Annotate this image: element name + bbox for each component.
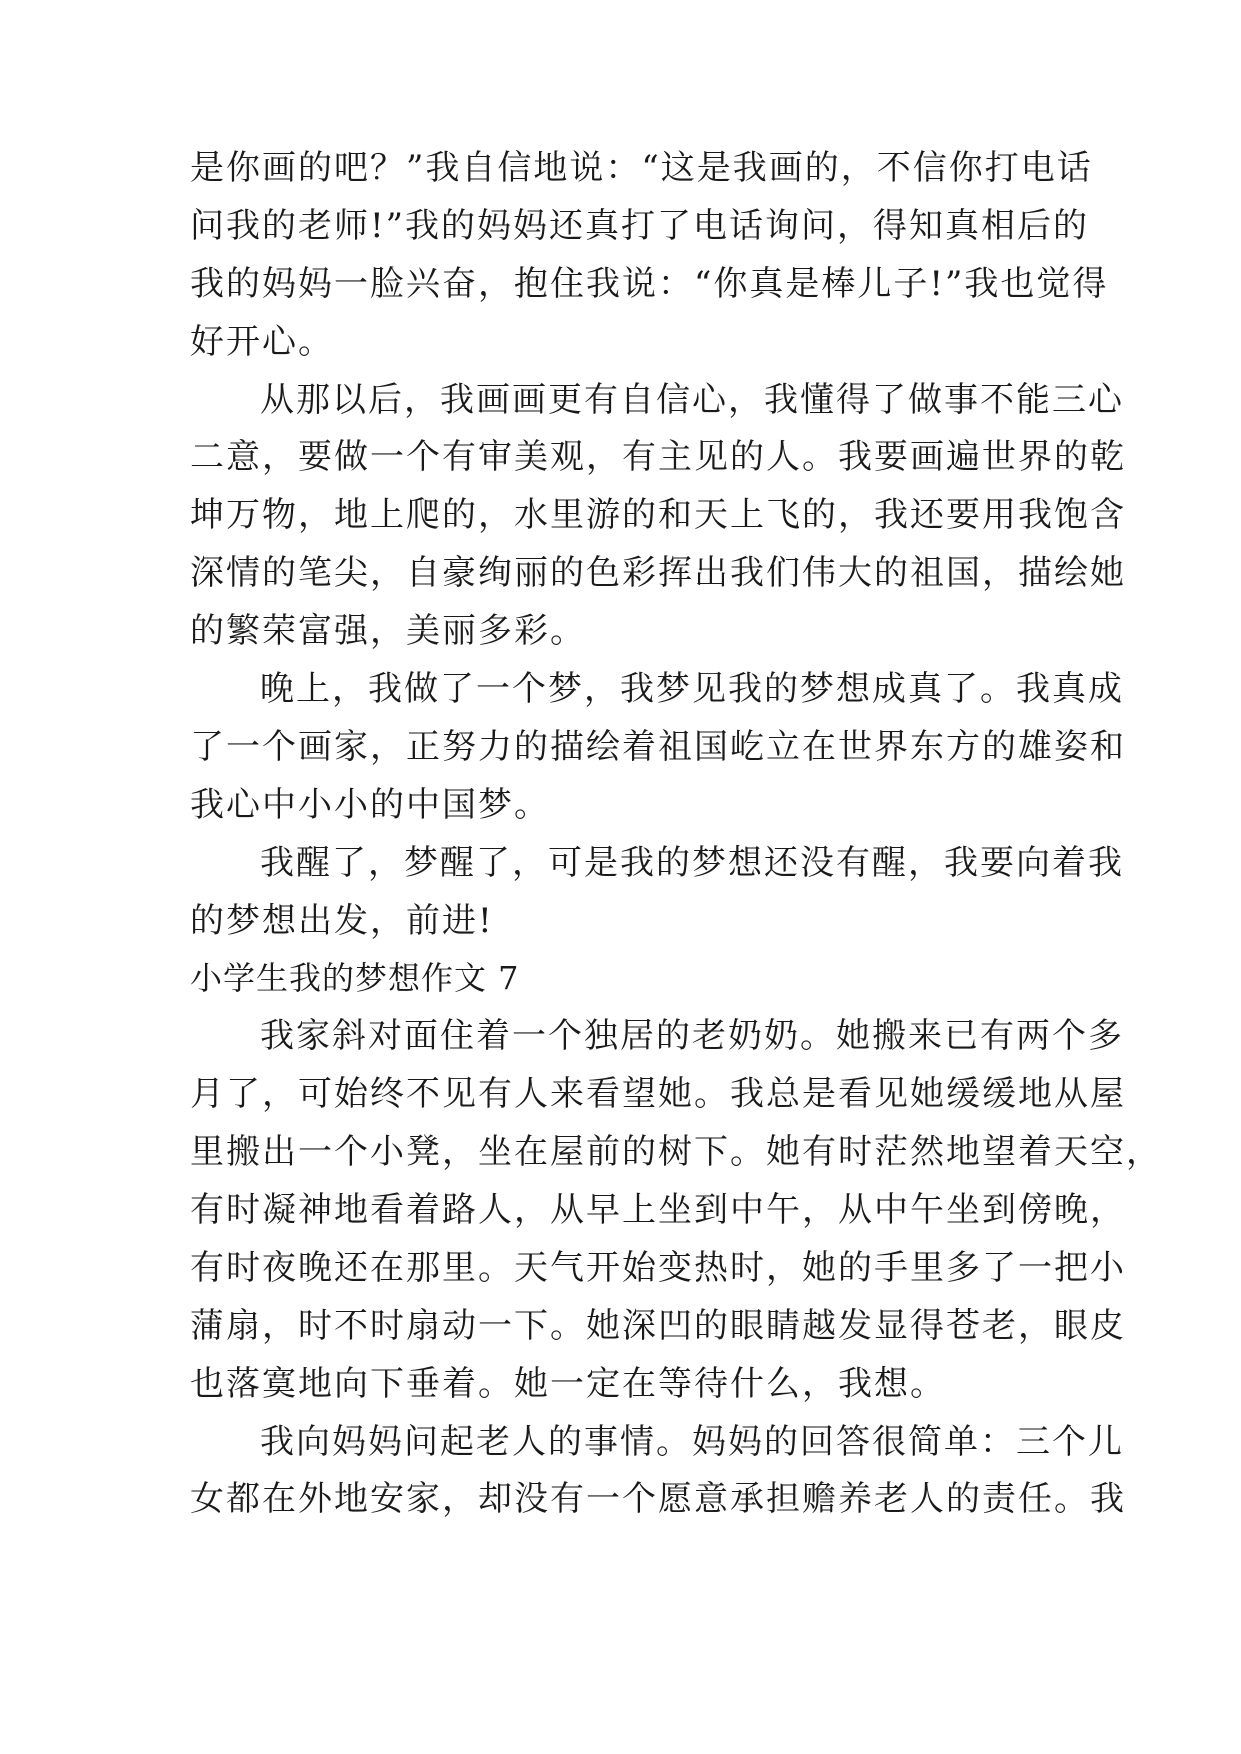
text-line: 里搬出一个小凳，坐在屋前的树下。她有时茫然地望着天空， <box>190 1132 1162 1173</box>
section-heading: 小学生我的梦想作文 7 <box>190 959 520 998</box>
text-line: 有时夜晚还在那里。天气开始变热时，她的手里多了一把小 <box>190 1247 1126 1288</box>
text-line: 有时凝神地看着路人，从早上坐到中午，从中午坐到傍晚， <box>190 1190 1126 1231</box>
text-line: 的繁荣富强，美丽多彩。 <box>190 611 586 652</box>
document-page <box>190 140 1162 1529</box>
text-line: 问我的老师!”我的妈妈还真打了电话询问，得知真相后的 <box>190 205 1090 246</box>
text-line: 我的妈妈一脸兴奋，抱住我说：“你真是棒儿子!”我也觉得 <box>190 263 1109 304</box>
text-line: 也落寞地向下垂着。她一定在等待什么，我想。 <box>190 1363 946 1404</box>
paragraph-first-line: 我醒了，梦醒了，可是我的梦想还没有醒，我要向着我 <box>260 842 1124 883</box>
text-line: 月了，可始终不见有人来看望她。我总是看见她缓缓地从屋 <box>190 1074 1126 1115</box>
paragraph-first-line: 我向妈妈问起老人的事情。妈妈的回答很简单：三个儿 <box>260 1421 1124 1462</box>
text-line: 深情的笔尖，自豪绚丽的色彩挥出我们伟大的祖国，描绘她 <box>190 553 1126 594</box>
text-line: 好开心。 <box>190 321 334 362</box>
text-line: 了一个画家，正努力的描绘着祖国屹立在世界东方的雄姿和 <box>190 726 1126 767</box>
paragraph-first-line: 晚上，我做了一个梦，我梦见我的梦想成真了。我真成 <box>260 669 1124 710</box>
paragraph-first-line: 从那以后，我画画更有自信心，我懂得了做事不能三心 <box>260 379 1124 420</box>
text-line: 的梦想出发，前进! <box>190 900 494 941</box>
text-line: 女都在外地安家，却没有一个愿意承担赡养老人的责任。我 <box>190 1479 1126 1520</box>
text-line: 二意，要做一个有审美观，有主见的人。我要画遍世界的乾 <box>190 437 1126 478</box>
text-line: 是你画的吧？”我自信地说：“这是我画的，不信你打电话 <box>190 148 1093 188</box>
text-line: 蒲扇，时不时扇动一下。她深凹的眼睛越发显得苍老，眼皮 <box>190 1305 1126 1346</box>
text-line: 我心中小小的中国梦。 <box>190 784 550 825</box>
paragraph-first-line: 我家斜对面住着一个独居的老奶奶。她搬来已有两个多 <box>260 1016 1124 1057</box>
text-line: 坤万物，地上爬的，水里游的和天上飞的，我还要用我饱含 <box>190 495 1126 536</box>
